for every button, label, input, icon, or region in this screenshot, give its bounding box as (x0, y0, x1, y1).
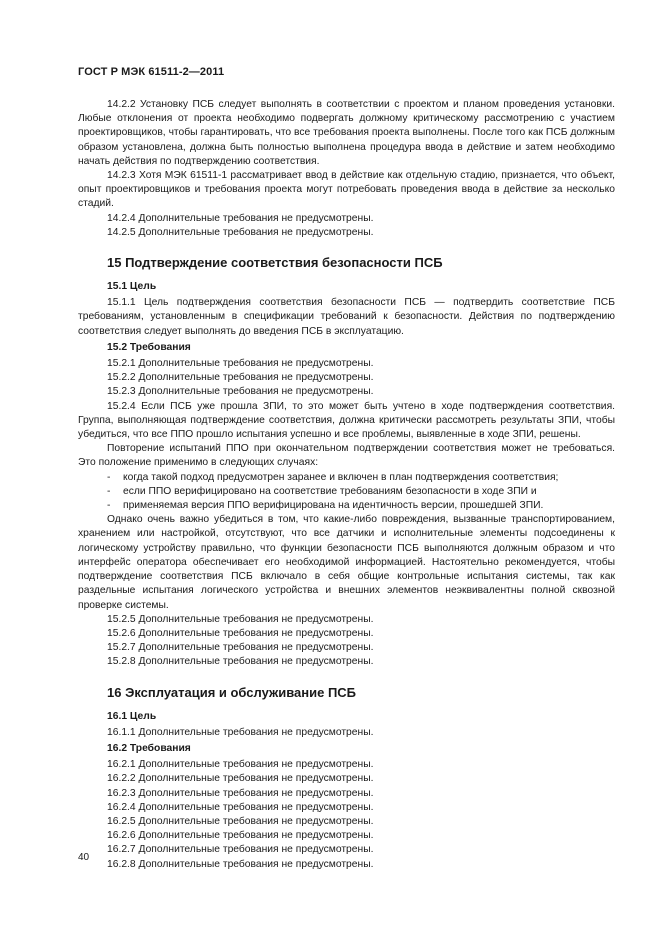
page-number: 40 (78, 852, 90, 863)
paragraph: 16.2.2 Дополнительные требования не предусмотрены. (107, 773, 374, 785)
paragraph: 14.2.2 Установку ПСБ следует выполнять в соответствии с проектом и планом проведения установки. Любые отклонения от проекта необходимо подвергать должному критическому рассмотрению с участием проектировщиков, чтобы гарантировать, что все требования проекта выполнены. После того как ПСБ должным образом установлена, должна быть полностью выполнена процедура ввода в действие и затем необходимо начать действия по подтверждению соответствия. (78, 99, 615, 167)
document-body (78, 98, 615, 872)
subsection-heading: 16.2 Требования (107, 742, 191, 754)
paragraph: 16.2.4 Дополнительные требования не предусмотрены. (107, 801, 374, 813)
paragraph: 16.2.7 Дополнительные требования не предусмотрены. (107, 844, 374, 856)
list-item (107, 485, 615, 499)
paragraph: 15.2.7 Дополнительные требования не предусмотрены. (107, 642, 374, 654)
list-item (107, 499, 615, 513)
paragraph: 14.2.5 Дополнительные требования не предусмотрены. (107, 226, 374, 238)
paragraph: 15.2.3 Дополнительные требования не предусмотрены. (107, 386, 374, 398)
paragraph: 16.2.1 Дополнительные требования не предусмотрены. (107, 759, 374, 771)
list-item-text: если ППО верифицировано на соответствие требованиям безопасности в ходе ЗПИ и (123, 485, 537, 497)
paragraph: 15.2.2 Дополнительные требования не предусмотрены. (107, 372, 374, 384)
list-dash: - (107, 471, 111, 483)
paragraph: Однако очень важно убедиться в том, что какие-либо повреждения, вызванные транспортированием, хранением или настройкой, отсутствуют, что все датчики и исполнительные элементы подсоединены к логическому устройству правильно, что функции безопасности ПСБ выполняются должным образом и что интерфейс оператора обеспечивает его необходимой информацией. Настоятельно рекомендуется, чтобы подтверждение соответствия ПСБ включало в себя общие контрольные испытания системы, так как раздельные испытания логического устройства и внешних элементов неэквивалентны полной сквозной проверке системы. (78, 514, 615, 611)
list-item (107, 471, 615, 485)
paragraph: 15.2.1 Дополнительные требования не предусмотрены. (107, 358, 374, 370)
paragraph: 15.1.1 Цель подтверждения соответствия безопасности ПСБ — подтвердить соответствие ПСБ требованиям, установленным в спецификации требований к безопасности. Действия по подтверждению соответствия следует выполнять до введения ПСБ в эксплуатацию. (78, 297, 615, 337)
paragraph: Повторение испытаний ППО при окончательном подтверждении соответствия может не требоваться. Это положение применимо в следующих случаях: (78, 443, 615, 469)
list-item-text: применяемая версия ППО верифицирована на идентичность версии, прошедшей ЗПИ. (123, 500, 544, 512)
subsection-heading: 15.1 Цель (107, 281, 157, 293)
paragraph: 16.1.1 Дополнительные требования не предусмотрены. (107, 726, 374, 738)
paragraph: 14.2.4 Дополнительные требования не предусмотрены. (107, 212, 374, 224)
paragraph: 14.2.3 Хотя МЭК 61511-1 рассматривает ввод в действие как отдельную стадию, признается, что объект, опыт проектировщиков и требования проекта могут потребовать проведения ввода в действие за несколько стадий. (78, 170, 615, 210)
list-dash: - (107, 500, 111, 512)
subsection-heading: 15.2 Требования (107, 341, 191, 353)
section-heading: 15 Подтверждение соответствия безопасности ПСБ (107, 255, 443, 271)
paragraph: 16.2.8 Дополнительные требования не предусмотрены. (107, 858, 374, 870)
paragraph: 16.2.3 Дополнительные требования не предусмотрены. (107, 787, 374, 799)
paragraph: 15.2.6 Дополнительные требования не предусмотрены. (107, 627, 374, 639)
paragraph: 15.2.4 Если ПСБ уже прошла ЗПИ, то это может быть учтено в ходе подтверждения соответствия. Группа, выполняющая подтверждение соответствия, должна критически рассмотреть результаты ЗПИ, чтобы убедиться, что все ППО прошло испытания успешно и все проблемы, выявленные в ходе ЗПИ, решены. (78, 400, 615, 441)
list-dash: - (107, 485, 111, 497)
subsection-heading: 16.1 Цель (107, 710, 157, 722)
paragraph: 16.2.6 Дополнительные требования не предусмотрены. (107, 830, 374, 842)
list-item-text: когда такой подход предусмотрен заранее и включен в план подтверждения соответствия; (123, 471, 559, 483)
paragraph: 16.2.5 Дополнительные требования не предусмотрены. (107, 815, 374, 827)
section-heading: 16 Эксплуатация и обслуживание ПСБ (107, 684, 357, 700)
paragraph: 15.2.8 Дополнительные требования не предусмотрены. (107, 656, 374, 668)
paragraph: 15.2.5 Дополнительные требования не предусмотрены. (107, 613, 374, 625)
document-header: ГОСТ Р МЭК 61511-2—2011 (78, 66, 225, 78)
